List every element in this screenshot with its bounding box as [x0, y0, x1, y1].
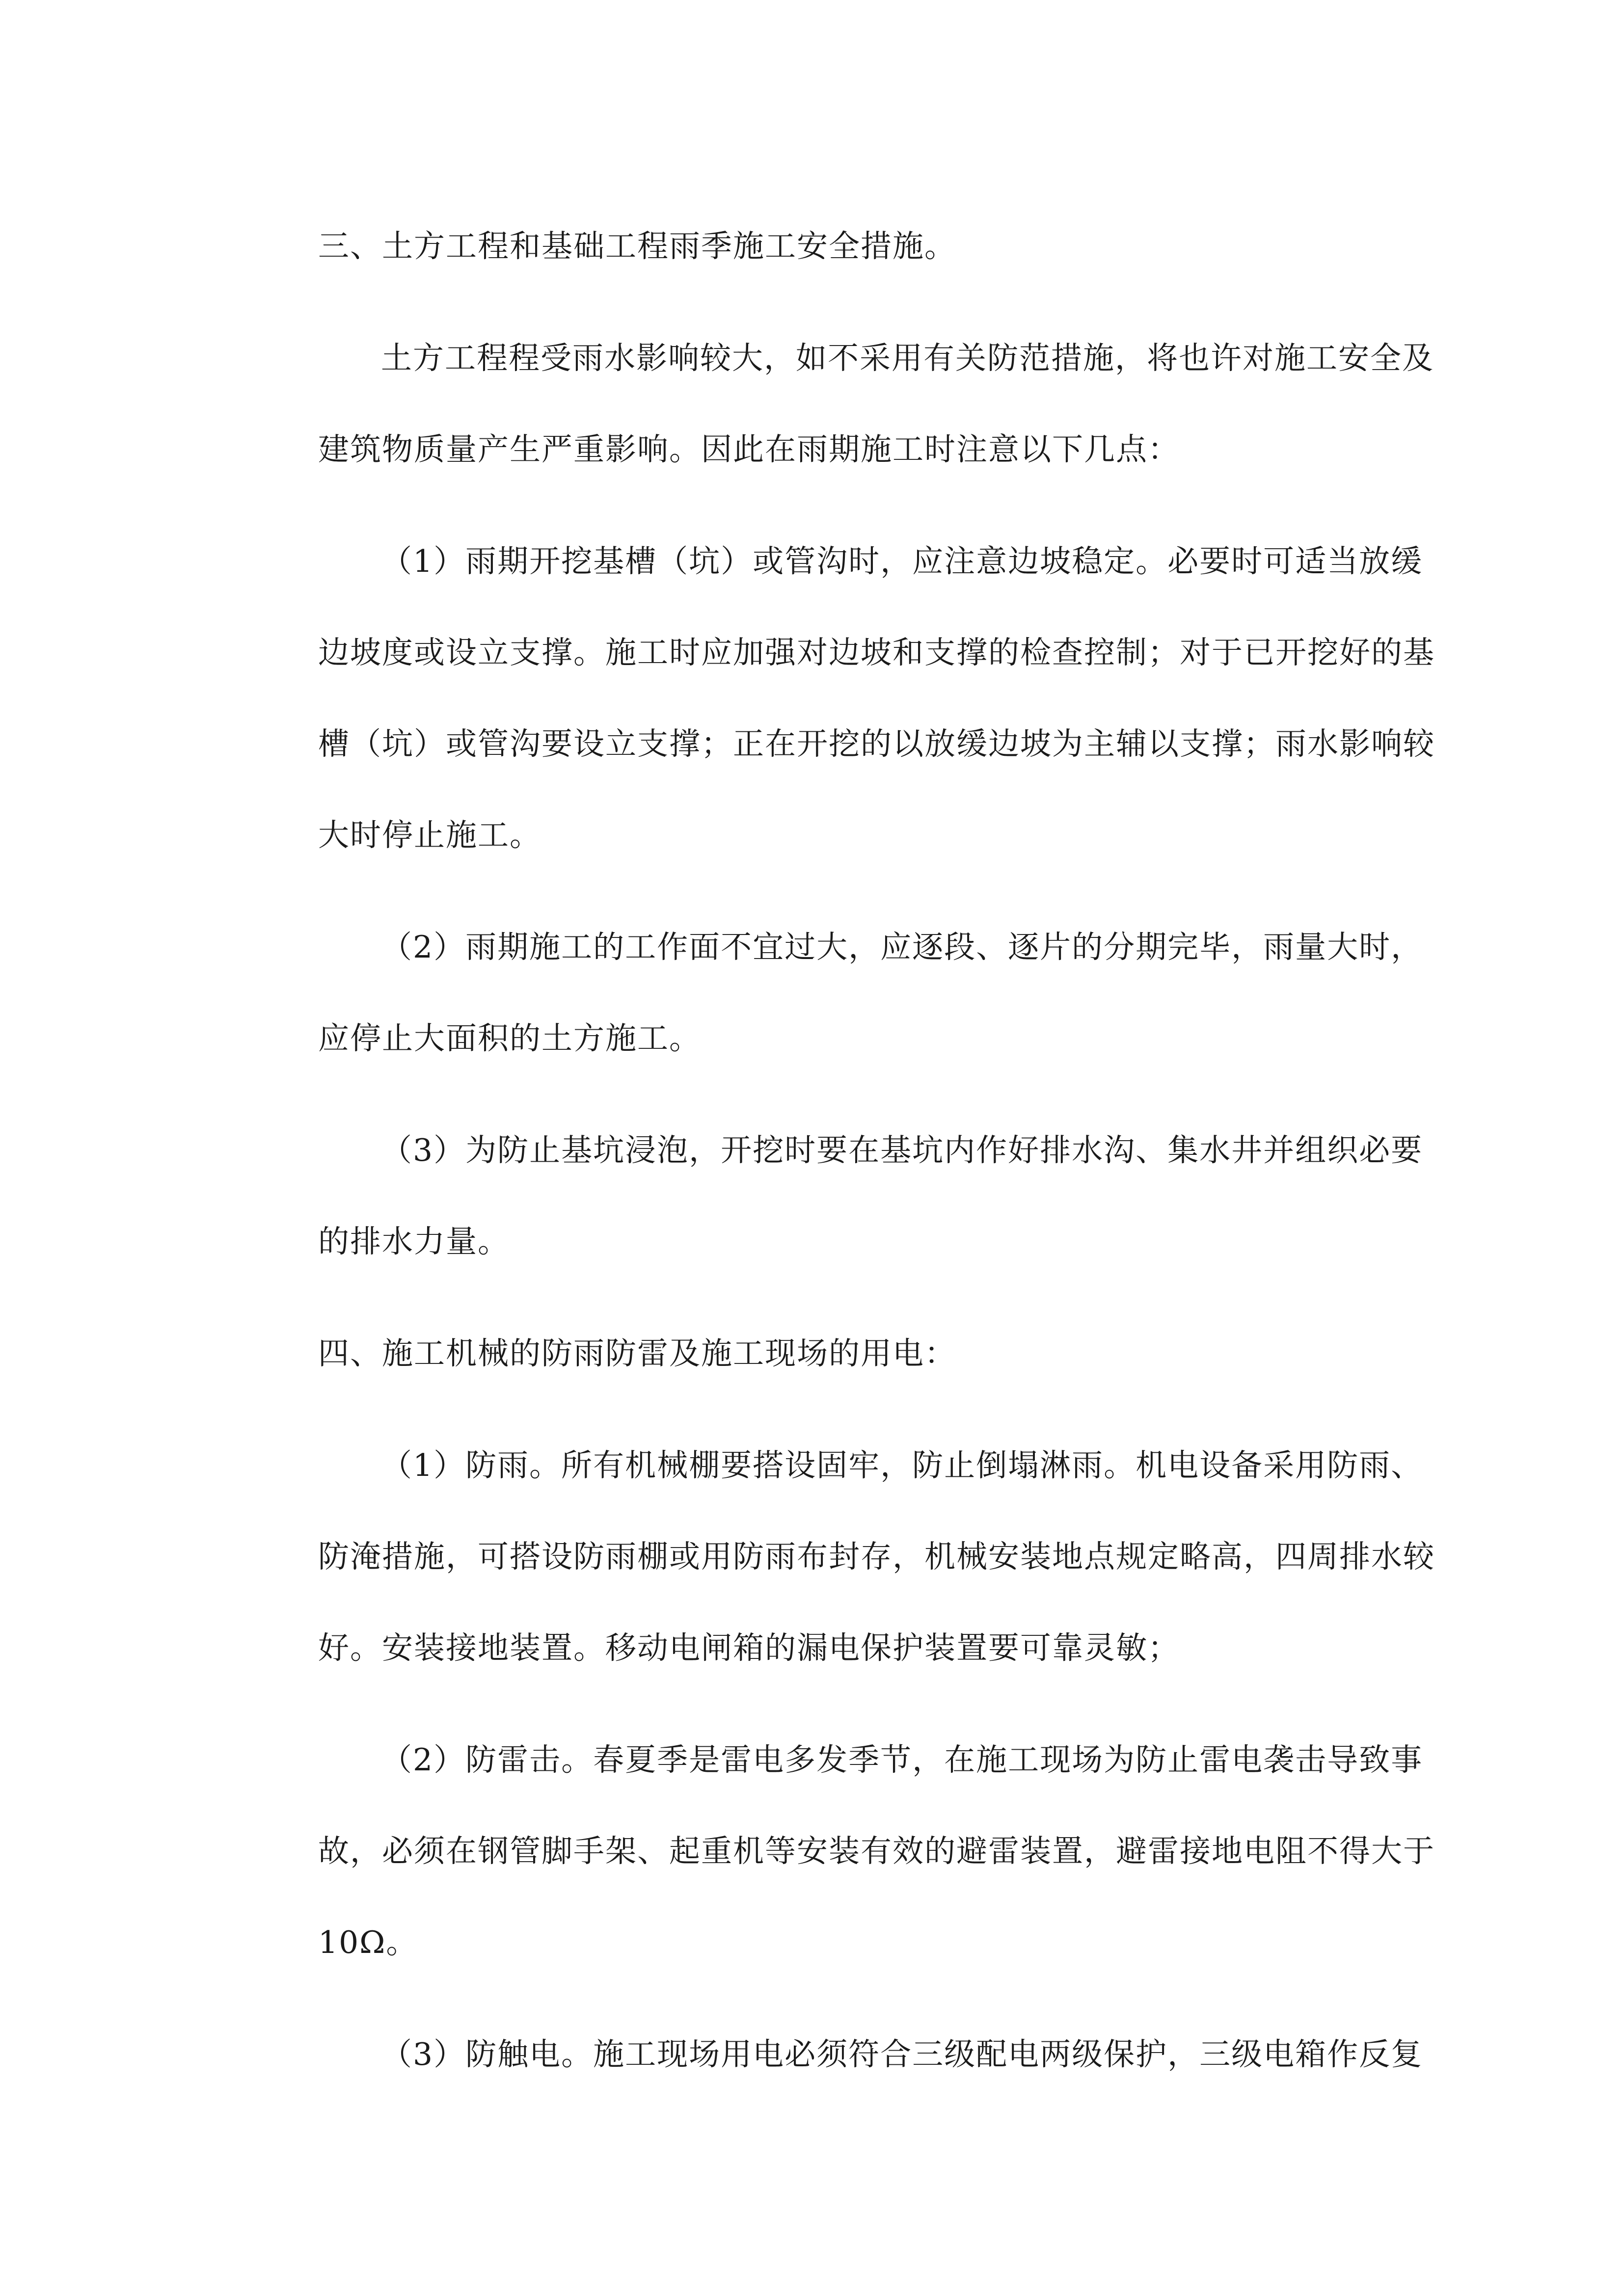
paragraph-line: 槽（坑）或管沟要设立支撑；正在开挖的以放缓边坡为主辅以支撑；雨水影响较	[318, 726, 1435, 762]
paragraph-line: （2）雨期施工的工作面不宜过大，应逐段、逐片的分期完毕，雨量大时，	[381, 929, 1423, 965]
paragraph-line: （1）防雨。所有机械棚要搭设固牢，防止倒塌淋雨。机电设备采用防雨、	[381, 1447, 1423, 1483]
paragraph-line: 边坡度或设立支撑。施工时应加强对边坡和支撑的检查控制；对于已开挖好的基	[318, 635, 1435, 670]
paragraph-line: 建筑物质量产生严重影响。因此在雨期施工时注意以下几点：	[318, 431, 1180, 467]
paragraph-line: （2）防雷击。春夏季是雷电多发季节，在施工现场为防止雷电袭击导致事	[381, 1742, 1423, 1778]
paragraph-line: 故，必须在钢管脚手架、起重机等安装有效的避雷装置，避雷接地电阻不得大于	[318, 1833, 1435, 1869]
paragraph-line: 应停止大面积的土方施工。	[318, 1020, 701, 1056]
section-heading-3: 三、土方工程和基础工程雨季施工安全措施。	[318, 228, 956, 264]
section-heading-4: 四、施工机械的防雨防雷及施工现场的用电：	[318, 1335, 956, 1371]
paragraph-line: （1）雨期开挖基槽（坑）或管沟时，应注意边坡稳定。必要时可适当放缓	[381, 543, 1423, 579]
paragraph-line: 大时停止施工。	[318, 817, 541, 853]
paragraph-line: 好。安装接地装置。移动电闸箱的漏电保护装置要可靠灵敏；	[318, 1630, 1180, 1666]
paragraph-line: 土方工程程受雨水影响较大，如不采用有关防范措施，将也许对施工安全及	[381, 340, 1434, 376]
paragraph-line: （3）为防止基坑浸泡，开挖时要在基坑内作好排水沟、集水井并组织必要	[381, 1132, 1423, 1168]
paragraph-line: （3）防触电。施工现场用电必须符合三级配电两级保护，三级电箱作反复	[381, 2036, 1423, 2072]
paragraph-line: 防淹措施，可搭设防雨棚或用防雨布封存，机械安装地点规定略高，四周排水较	[318, 1539, 1435, 1575]
paragraph-line: 的排水力量。	[318, 1224, 510, 1259]
paragraph-line: 10Ω。	[318, 1924, 418, 1960]
